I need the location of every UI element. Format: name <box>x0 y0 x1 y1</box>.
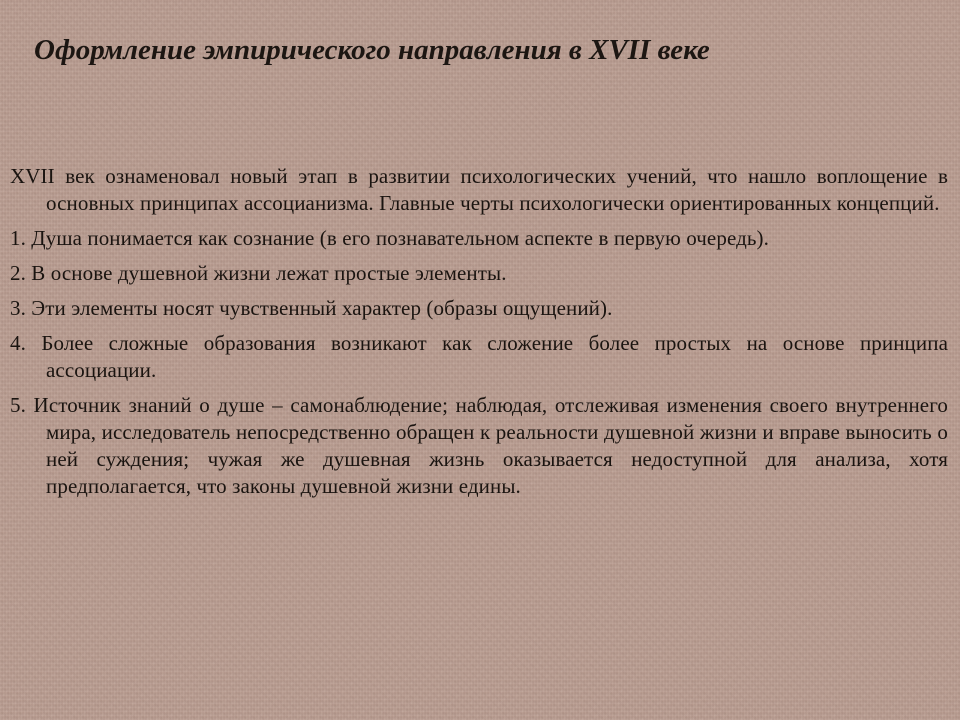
list-item-5: 5. Источник знаний о душе – самонаблюдение; наблюдая, отслеживая изменения своего внутреннего мира, исследователь непосредственно обращен к реальности душевной жизни и вправе выносить о ней суждения; чужая же душевная жизнь оказывается недоступной для анализа, хотя предполагается, что законы душевной жизни едины. <box>10 393 948 498</box>
list-item-1: 1. Душа понимается как сознание (в его познавательном аспекте в первую очередь). <box>10 226 769 250</box>
intro-paragraph: XVII век ознаменовал новый этап в развитии психологических учений, что нашло воплощение в основных принципах ассоцианизма. Главные черты психологически ориентированных концепций. <box>10 164 948 215</box>
list-item-4: 4. Более сложные образования возникают как сложение более простых на основе принципа ассоциации. <box>10 331 948 382</box>
slide-title: Оформление эмпирического направления в XVII веке <box>34 34 710 66</box>
list-item-2: 2. В основе душевной жизни лежат простые элементы. <box>10 261 507 285</box>
slide-body <box>10 163 948 508</box>
list-item-3: 3. Эти элементы носят чувственный характер (образы ощущений). <box>10 296 613 320</box>
